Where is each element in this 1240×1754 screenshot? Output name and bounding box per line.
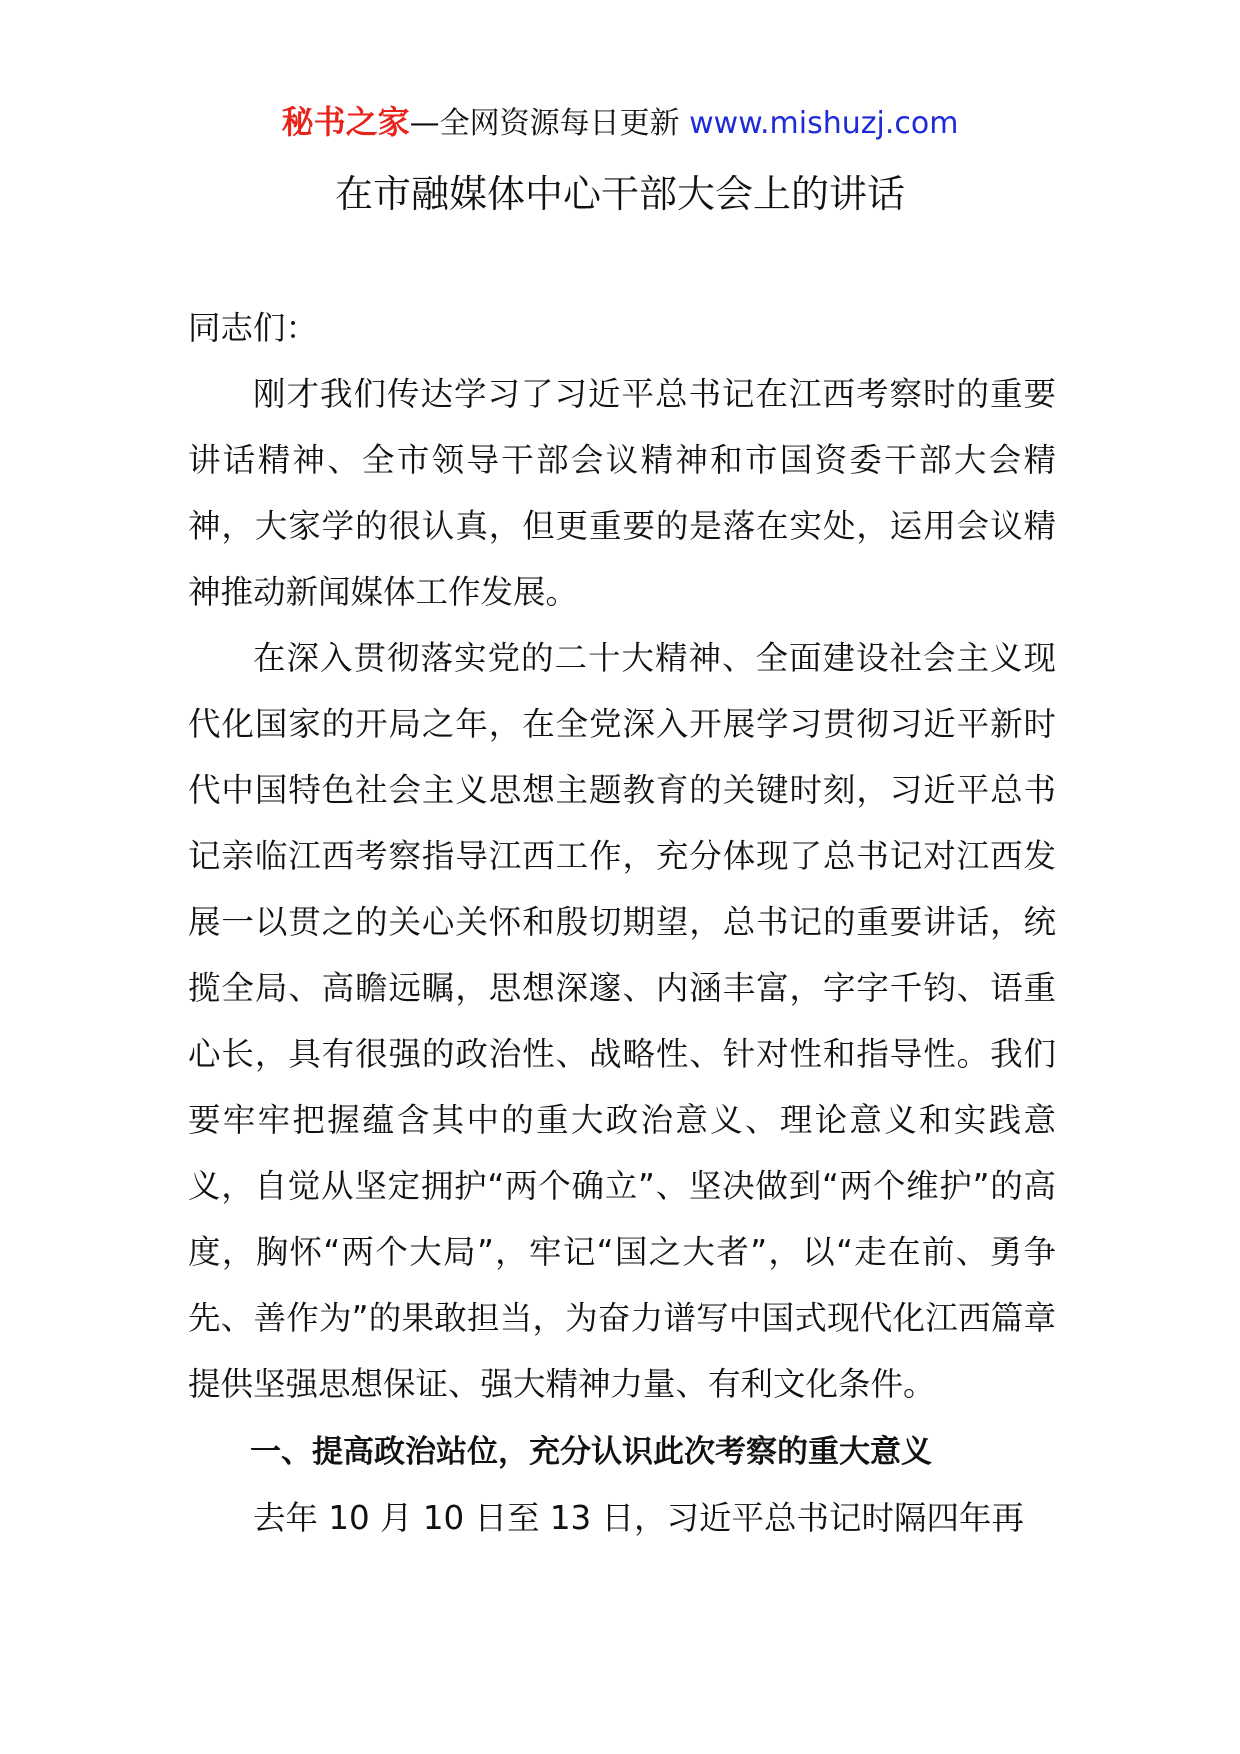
- brand-name: 秘书之家: [281, 103, 410, 141]
- site-header: [0, 100, 1240, 146]
- body-paragraph: 刚才我们传达学习了习近平总书记在江西考察时的重要讲话精神、全市领导干部会议精神和市国资委干部大会精神，大家学的很认真，但更重要的是落在实处，运用会议精神推动新闻媒体工作发展。: [188, 375, 1056, 611]
- document-title: 在市融媒体中心干部大会上的讲话: [334, 172, 905, 216]
- site-url-link[interactable]: www.mishuzj.com: [689, 106, 959, 141]
- body-paragraph: 去年 10 月 10 日至 13 日，习近平总书记时隔四年再: [253, 1499, 1025, 1537]
- section-heading: 一、提高政治站位，充分认识此次考察的重大意义: [250, 1434, 932, 1470]
- header-tagline: —全网资源每日更新: [409, 106, 680, 141]
- salutation: 同志们：: [188, 309, 319, 347]
- document-body: [188, 295, 1056, 1551]
- body-paragraph: 在深入贯彻落实党的二十大精神、全面建设社会主义现代化国家的开局之年，在全党深入开展学习贯彻习近平新时代中国特色社会主义思想主题教育的关键时刻，习近平总书记亲临江西考察指导江西工作，充分体现了总书记对江西发展一以贯之的关心关怀和殷切期望，总书记的重要讲话，统揽全局、高瞻远瞩，思想深邃、内涵丰富，字字千钧、语重心长，具有很强的政治性、战略性、针对性和指导性。我们要牢牢把握蕴含其中的重大政治意义、理论意义和实践意义，自觉从坚定拥护“两个确立”、坚决做到“两个维护”的高度，胸怀“两个大局”，牢记“国之大者”，以“走在前、勇争先、善作为”的果敢担当，为奋力谱写中国式现代化江西篇章提供坚强思想保证、强大精神力量、有利文化条件。: [188, 639, 1056, 1403]
